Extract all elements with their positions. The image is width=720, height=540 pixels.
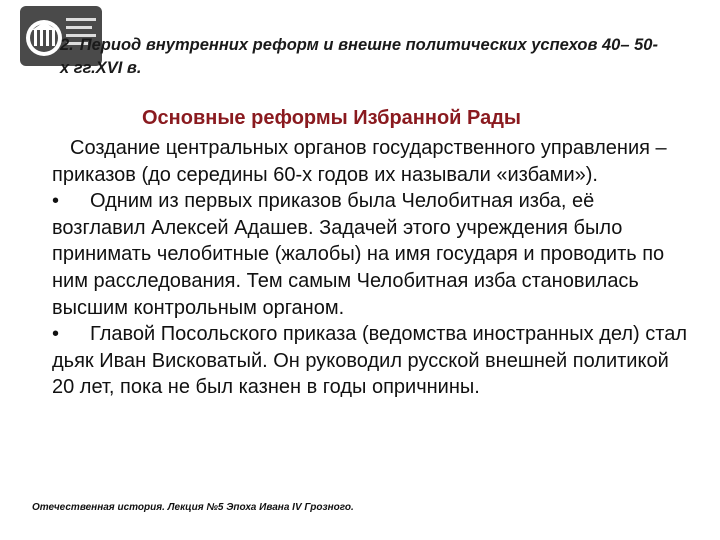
section-number: 2. [60, 36, 74, 54]
bullet-dot-icon: • [52, 323, 60, 346]
bullet-item [52, 321, 692, 401]
slide-body [52, 135, 692, 401]
bullet-text: Главой Посольского приказа (ведомства иностранных дел) стал дьяк Иван Висковатый. Он руководил русской внешней политикой 20 лет, пока не был казнен в годы опричнины. [52, 323, 687, 399]
section-title-text: Период внутренних реформ и внешне политических успехов 40– 50-х гг.XVI в. [60, 36, 658, 77]
intro-paragraph [52, 135, 692, 188]
intro-text: Создание центральных органов государственного управления – приказов (до середины 60-х годов их называли «избами»). [52, 137, 667, 186]
footer-caption: Отечественная история. Лекция №5 Эпоха Ивана IV Грозного. [32, 502, 354, 513]
bullet-text: Одним из первых приказов была Челобитная изба, её возглавил Алексей Адашев. Задачей этого учреждения было принимать челобитные (жалобы) на имя государя и проводить по ним расследования. Тем самым Челобитная изба становилась высшим контрольным органом. [52, 190, 665, 319]
slide-title [60, 34, 660, 80]
reforms-heading: Основные реформы Избранной Рады [142, 107, 522, 129]
bullet-dot-icon: • [52, 190, 60, 213]
bullet-item [52, 188, 692, 321]
